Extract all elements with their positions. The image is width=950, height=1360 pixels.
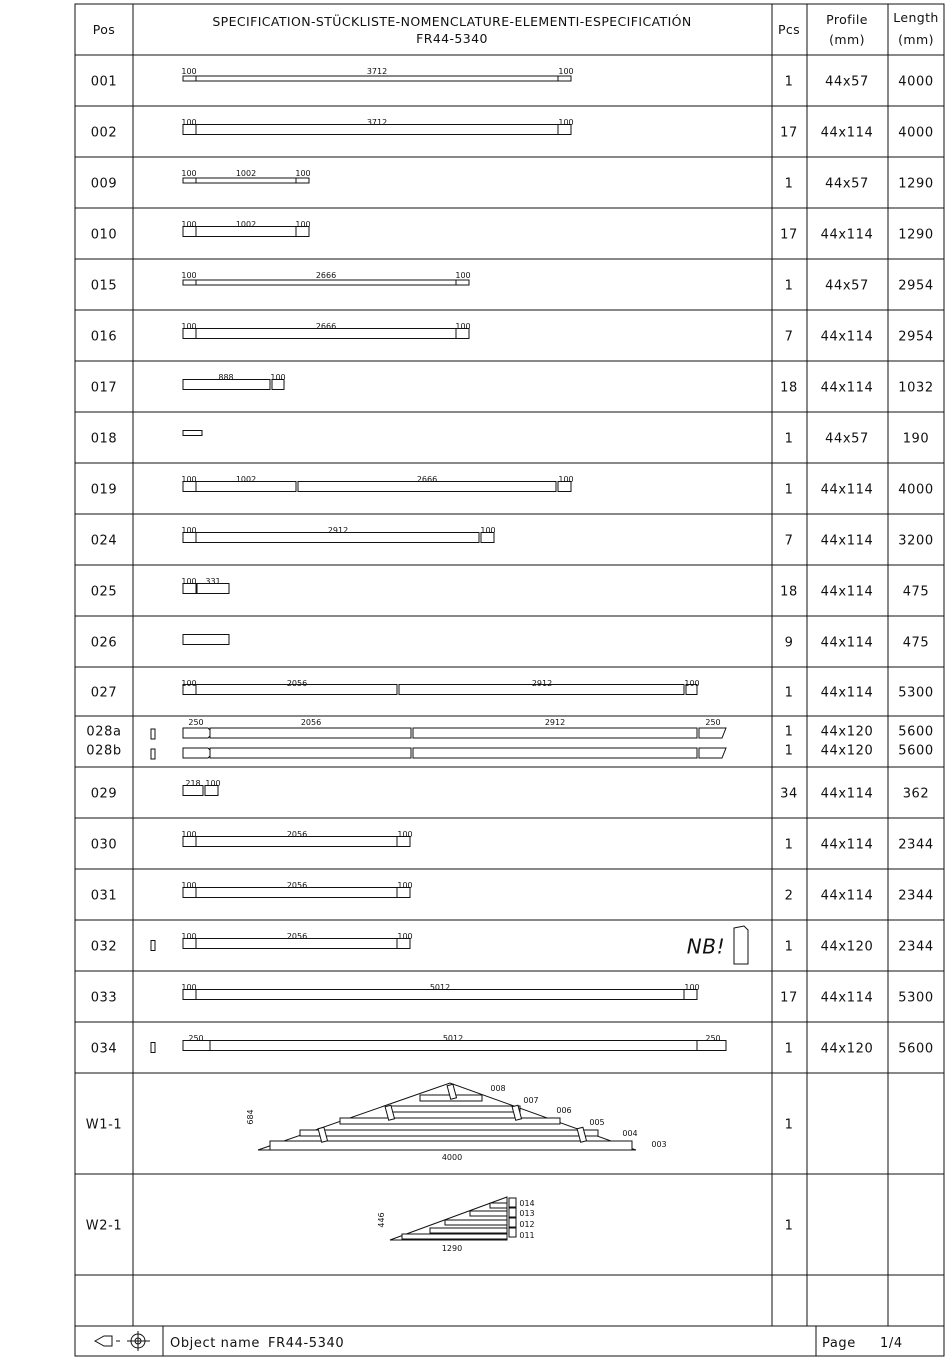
dimension-label: 100 — [295, 169, 311, 178]
pos-number: W2-1 — [85, 1218, 123, 1234]
pcs-value: 18 — [780, 380, 798, 396]
part-drawing — [181, 118, 573, 135]
beam-segment — [183, 280, 196, 285]
pos-number: 019 — [90, 482, 118, 498]
member-label: 005 — [589, 1118, 605, 1127]
object-name-value: FR44-5340 — [268, 1336, 345, 1351]
pcs-value: 17 — [780, 990, 798, 1006]
dimension-label: 2912 — [531, 679, 553, 688]
dimension-label: 100 — [397, 830, 413, 839]
beam-segment — [296, 178, 309, 183]
dimension-label: 100 — [455, 271, 471, 280]
pos-number: 001 — [90, 74, 118, 90]
beam-segment — [183, 728, 210, 738]
length-value: 475 — [902, 635, 930, 651]
member-label: 011 — [519, 1231, 535, 1240]
dimension-label: 100 — [181, 679, 197, 688]
height-dimension: 684 — [246, 1109, 255, 1125]
dimension-label: 5012 — [442, 1034, 464, 1043]
part-drawing — [181, 169, 310, 183]
dimension-label: 100 — [181, 983, 197, 992]
truss-web — [509, 1228, 516, 1237]
pcs-value: 1 — [784, 939, 794, 955]
pcs-value: 1 — [784, 1117, 794, 1133]
dimension-label: 2056 — [286, 679, 308, 688]
profile-value: 44x57 — [825, 176, 869, 192]
dimension-label: 100 — [480, 526, 496, 535]
length-value: 3200 — [898, 533, 934, 549]
header-length-unit: (mm) — [898, 32, 934, 47]
member-label: 008 — [490, 1084, 506, 1093]
pos-number: 027 — [90, 685, 118, 701]
beam-segment — [699, 728, 726, 738]
beam-segment — [699, 748, 726, 758]
part-drawing — [183, 431, 202, 436]
truss-web — [509, 1218, 516, 1227]
dimension-label: 100 — [684, 983, 700, 992]
height-dimension: 446 — [377, 1212, 386, 1228]
pcs-value: 1 — [784, 724, 794, 740]
profile-value: 44x120 — [820, 724, 874, 740]
member-label: 006 — [556, 1106, 572, 1115]
dimension-label: 100 — [270, 373, 286, 382]
length-value: 2344 — [898, 837, 934, 853]
profile-detail — [734, 926, 748, 964]
profile-section — [151, 729, 155, 739]
length-value: 5300 — [898, 685, 934, 701]
projection-symbol-icon — [95, 1331, 150, 1351]
header-pos: Pos — [92, 22, 116, 37]
member-label: 007 — [523, 1096, 539, 1105]
pos-number: 029 — [90, 786, 118, 802]
pcs-value: 17 — [780, 227, 798, 243]
dimension-label: 250 — [705, 718, 721, 727]
truss-web — [509, 1208, 516, 1217]
length-value: 2344 — [898, 939, 934, 955]
pos-number: 031 — [90, 888, 118, 904]
pos-number: 010 — [90, 227, 118, 243]
profile-value: 44x114 — [820, 635, 874, 651]
length-value: 1290 — [898, 227, 934, 243]
pos-number: 032 — [90, 939, 118, 955]
pos-number: 026 — [90, 635, 118, 651]
truss-bottom-chord — [402, 1234, 507, 1239]
dimension-label: 250 — [188, 1034, 204, 1043]
length-value: 4000 — [898, 74, 934, 90]
dimension-label: 100 — [181, 322, 197, 331]
part-drawing — [377, 1197, 535, 1253]
dimension-label: 2666 — [315, 322, 337, 331]
profile-section — [151, 749, 155, 759]
truss-bottom-chord — [270, 1141, 632, 1150]
length-value: 1290 — [898, 176, 934, 192]
header-length: Length — [893, 10, 939, 25]
dimension-label: 100 — [181, 881, 197, 890]
nb-note: NB! — [686, 934, 726, 959]
pcs-value: 1 — [784, 482, 794, 498]
beam-segment — [413, 748, 697, 758]
dimension-label: 2666 — [416, 475, 438, 484]
dimension-label: 888 — [218, 373, 234, 382]
pcs-value: 2 — [784, 888, 794, 904]
table-row — [86, 1083, 794, 1162]
part-drawing — [151, 718, 726, 759]
dimension-label: 100 — [181, 220, 197, 229]
pos-number: 002 — [90, 125, 118, 141]
part-drawing — [183, 373, 286, 390]
profile-value: 44x57 — [825, 278, 869, 294]
dimension-label: 100 — [181, 526, 197, 535]
profile-value: 44x57 — [825, 74, 869, 90]
part-drawing — [181, 830, 412, 847]
part-drawing — [181, 983, 699, 1000]
dimension-label: 100 — [181, 271, 197, 280]
beam-segment — [196, 76, 558, 81]
table-row — [86, 1197, 794, 1253]
pos-number: 024 — [90, 533, 118, 549]
pcs-value: 1 — [784, 176, 794, 192]
member-label: 013 — [519, 1209, 535, 1218]
pos-number: 015 — [90, 278, 118, 294]
length-value: 5300 — [898, 990, 934, 1006]
profile-value: 44x114 — [820, 329, 874, 345]
table-row — [91, 779, 930, 802]
dimension-label: 3712 — [366, 118, 388, 127]
pcs-value: 9 — [784, 635, 794, 651]
truss-outline — [258, 1083, 636, 1150]
length-value: 1032 — [898, 380, 934, 396]
header-pcs: Pcs — [777, 22, 801, 37]
dimension-label: 100 — [295, 220, 311, 229]
dimension-label: 100 — [684, 679, 700, 688]
length-value: 362 — [902, 786, 930, 802]
part-drawing — [181, 67, 573, 81]
pos-number: W1-1 — [85, 1117, 123, 1133]
table-grid — [75, 4, 944, 1356]
pos-number: 034 — [90, 1041, 118, 1057]
dimension-label: 2666 — [315, 271, 337, 280]
dimension-label: 1002 — [235, 169, 257, 178]
length-value: 4000 — [898, 125, 934, 141]
dimension-label: 100 — [205, 779, 221, 788]
profile-value: 44x120 — [820, 1041, 874, 1057]
pos-number: 018 — [90, 431, 118, 447]
profile-value: 44x114 — [820, 125, 874, 141]
dimension-label: 1002 — [235, 475, 257, 484]
pcs-value: 7 — [784, 329, 794, 345]
part-drawing — [181, 475, 573, 492]
pcs-value: 1 — [784, 837, 794, 853]
part-drawing — [183, 779, 221, 796]
part-drawing — [181, 577, 229, 594]
length-value: 5600 — [898, 743, 934, 759]
dimension-label: 3712 — [366, 67, 388, 76]
beam-segment — [183, 76, 196, 81]
dimension-label: 331 — [205, 577, 221, 586]
dimension-label: 2056 — [300, 718, 322, 727]
length-value: 5600 — [898, 1041, 934, 1057]
profile-value: 44x114 — [820, 786, 874, 802]
truss-member — [300, 1130, 598, 1136]
dimension-label: 2056 — [286, 830, 308, 839]
table-header — [93, 10, 939, 47]
dimension-label: 100 — [181, 67, 197, 76]
pcs-value: 18 — [780, 584, 798, 600]
title-block — [95, 1331, 903, 1351]
member-label: 004 — [622, 1129, 638, 1138]
profile-value: 44x114 — [820, 380, 874, 396]
dimension-label: 100 — [397, 932, 413, 941]
pcs-value: 7 — [784, 533, 794, 549]
pcs-value: 1 — [784, 1041, 794, 1057]
pcs-value: 1 — [784, 685, 794, 701]
profile-section — [151, 941, 155, 951]
profile-value: 44x120 — [820, 939, 874, 955]
truss-member — [490, 1203, 507, 1208]
dimension-label: 100 — [181, 475, 197, 484]
profile-value: 44x114 — [820, 584, 874, 600]
truss-member — [390, 1106, 520, 1112]
profile-value: 44x114 — [820, 227, 874, 243]
beam-segment — [196, 280, 456, 285]
header-drawing-number: FR44-5340 — [416, 31, 488, 46]
base-dimension: 1290 — [441, 1244, 463, 1253]
pcs-value: 34 — [780, 786, 798, 802]
table-row — [91, 431, 930, 447]
profile-value: 44x114 — [820, 533, 874, 549]
pos-number: 028a — [86, 724, 122, 740]
pcs-value: 17 — [780, 125, 798, 141]
part-drawing — [181, 526, 495, 543]
object-name-label: Object name — [170, 1336, 260, 1351]
dimension-label: 250 — [705, 1034, 721, 1043]
part-drawing — [151, 1034, 726, 1053]
beam-segment — [558, 76, 571, 81]
member-label: 003 — [651, 1140, 667, 1149]
member-label: 012 — [519, 1220, 535, 1229]
profile-value: 44x114 — [820, 482, 874, 498]
beam-segment — [210, 748, 411, 758]
dimension-label: 100 — [181, 577, 197, 586]
dimension-label: 100 — [181, 118, 197, 127]
profile-value: 44x114 — [820, 888, 874, 904]
length-value: 2344 — [898, 888, 934, 904]
dimension-label: 2912 — [327, 526, 349, 535]
length-value: 2954 — [898, 329, 934, 345]
beam-segment — [183, 635, 229, 645]
dimension-label: 100 — [181, 169, 197, 178]
beam-segment — [183, 748, 210, 758]
truss-member — [430, 1228, 507, 1233]
member-label: 014 — [519, 1199, 535, 1208]
profile-value: 44x114 — [820, 990, 874, 1006]
dimension-label: 2056 — [286, 881, 308, 890]
beam-segment — [183, 178, 196, 183]
beam-segment — [210, 728, 411, 738]
part-drawing — [181, 322, 470, 339]
pos-number: 030 — [90, 837, 118, 853]
header-title: SPECIFICATION-STÜCKLISTE-NOMENCLATURE-ELEMENTI-ESPECIFICATIÓN — [212, 14, 692, 29]
dimension-label: 2056 — [286, 932, 308, 941]
pos-number: 033 — [90, 990, 118, 1006]
pcs-value: 1 — [784, 1218, 794, 1234]
part-drawing — [181, 220, 310, 237]
pcs-value: 1 — [784, 74, 794, 90]
pos-number: 028b — [86, 743, 122, 759]
profile-section — [151, 1043, 155, 1053]
dimension-label: 100 — [558, 67, 574, 76]
dimension-label: 100 — [558, 475, 574, 484]
dimension-label: 100 — [181, 830, 197, 839]
pos-number: 016 — [90, 329, 118, 345]
pcs-value: 1 — [784, 431, 794, 447]
length-value: 190 — [902, 431, 930, 447]
page-number: 1/4 — [880, 1336, 903, 1351]
dimension-label: 100 — [558, 118, 574, 127]
base-dimension: 4000 — [441, 1153, 463, 1162]
part-drawing — [246, 1083, 667, 1162]
table-row — [91, 577, 930, 600]
profile-value: 44x57 — [825, 431, 869, 447]
header-profile: Profile — [826, 12, 868, 27]
dimension-label: 2912 — [544, 718, 566, 727]
truss-member — [470, 1211, 507, 1216]
truss-member — [445, 1220, 507, 1225]
length-value: 5600 — [898, 724, 934, 740]
profile-value: 44x120 — [820, 743, 874, 759]
length-value: 2954 — [898, 278, 934, 294]
part-drawing — [151, 926, 748, 964]
pos-number: 017 — [90, 380, 118, 396]
header-profile-unit: (mm) — [829, 32, 865, 47]
pcs-value: 1 — [784, 278, 794, 294]
dimension-label: 100 — [181, 932, 197, 941]
dimension-label: 5012 — [429, 983, 451, 992]
table-row — [91, 635, 930, 651]
profile-value: 44x114 — [820, 685, 874, 701]
dimension-label: 1002 — [235, 220, 257, 229]
part-drawing — [183, 635, 229, 645]
beam-segment — [196, 178, 296, 183]
dimension-label: 100 — [397, 881, 413, 890]
pos-number: 025 — [90, 584, 118, 600]
truss-member — [340, 1118, 560, 1124]
part-drawing — [181, 881, 412, 898]
dimension-label: 218 — [185, 779, 201, 788]
dimension-label: 250 — [188, 718, 204, 727]
dimension-label: 100 — [455, 322, 471, 331]
part-drawing — [181, 271, 470, 285]
truss-web — [509, 1198, 516, 1207]
pos-number: 009 — [90, 176, 118, 192]
profile-value: 44x114 — [820, 837, 874, 853]
length-value: 475 — [902, 584, 930, 600]
beam-segment — [413, 728, 697, 738]
beam-segment — [183, 431, 202, 436]
beam-segment — [456, 280, 469, 285]
pcs-value: 1 — [784, 743, 794, 759]
length-value: 4000 — [898, 482, 934, 498]
page-label: Page — [822, 1336, 856, 1351]
part-drawing — [181, 679, 699, 695]
